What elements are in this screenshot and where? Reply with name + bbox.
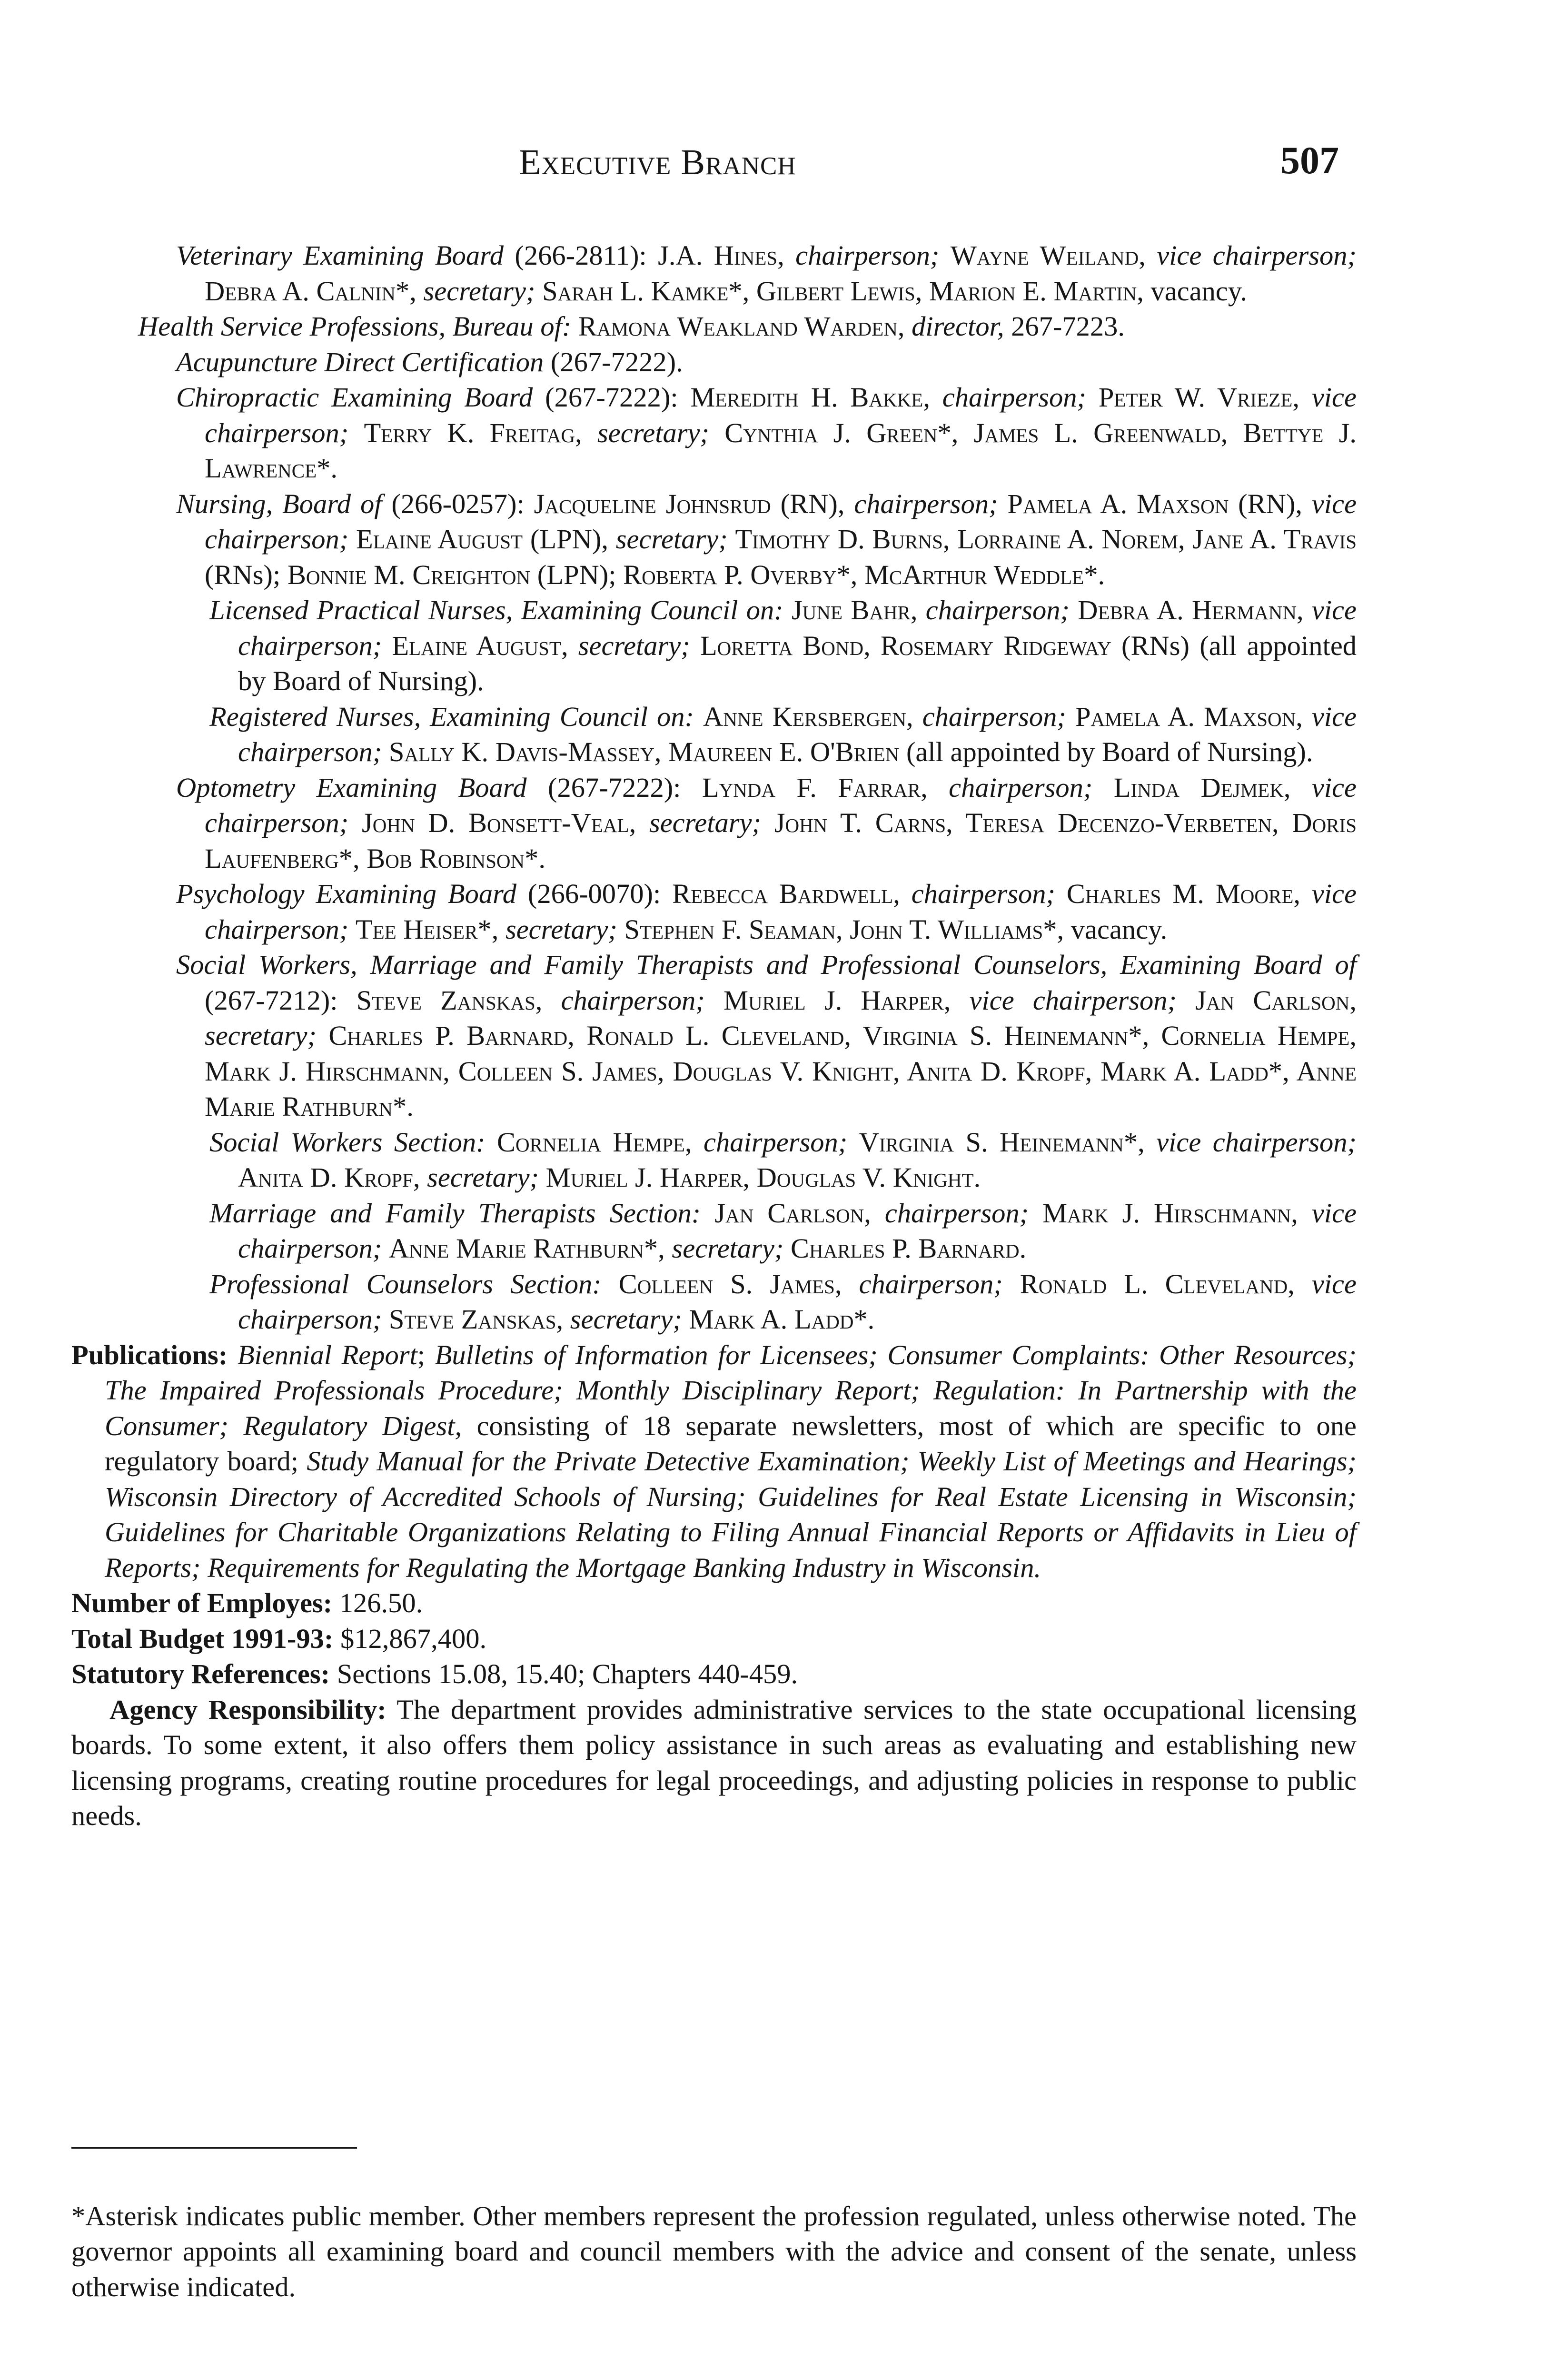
chairperson-name: June Bahr bbox=[792, 595, 911, 625]
role-label: secretary; bbox=[570, 1304, 682, 1335]
program-name: Acupuncture Direct Certification bbox=[176, 346, 544, 377]
role-label: vice chairperson; bbox=[205, 382, 1357, 448]
entry-health-bureau: Health Service Professions, Bureau of: Ramona Weakland Warden, director, 267-7223. bbox=[138, 311, 1125, 342]
member-names: Sarah L. Kamke*, Gilbert Lewis, Marion E. Martin bbox=[542, 275, 1137, 307]
bureau-name: Health Service Professions, Bureau of: bbox=[138, 311, 572, 342]
role-label: secretary; bbox=[597, 417, 709, 448]
budget-label: Total Budget 1991-93: bbox=[71, 1623, 334, 1654]
role-label: vice chairperson; bbox=[205, 878, 1357, 945]
entry-veterinary-board: Veterinary Examining Board (266-2811): J.A. Hines, chairperson; Wayne Weiland, vice chairperson; Debra A. Calnin*, secretary; Sarah L. Kamke*, Gilbert Lewis, Marion E. Martin, vacancy. bbox=[176, 240, 1357, 307]
chairperson-name: J.A. Hines bbox=[658, 240, 778, 271]
role-label: chairperson; bbox=[949, 772, 1093, 803]
role-label: chairperson; bbox=[922, 701, 1066, 732]
vice-chair-name: Pamela A. Maxson bbox=[1007, 488, 1229, 519]
role-label: secretary; bbox=[649, 807, 761, 838]
entry-rn-council: Registered Nurses, Examining Council on: Anne Kersbergen, chairperson; Pamela A. Maxson, vice chairperson; Sally K. Davis-Massey, Maureen E. O'Brien (all appointed by Board of Nursing). bbox=[209, 701, 1357, 767]
page-number: 507 bbox=[1280, 139, 1339, 182]
budget-value: $12,867,400. bbox=[333, 1623, 487, 1654]
responsibility-paragraph bbox=[71, 1692, 1357, 1834]
publication-titles: Study Manual for the Private Detective Examination; Weekly List of Meetings and Hearings; Wisconsin Directory of Accredited Schools of Nursing; Guidelines for Real Estate Licensing in Wisconsin; Guidelines for Charitable Organizations Relating to Filing Annual Financial Reports or Affidavits in Lieu of Reports; Requirements for Regulating the Mortgage Banking Industry in Wisconsin. bbox=[105, 1446, 1357, 1583]
statutory-line bbox=[71, 1656, 1357, 1692]
role-label: vice chairperson; bbox=[238, 595, 1357, 661]
publication-title: Biennial Report bbox=[237, 1339, 417, 1370]
responsibility-label: Agency Responsibility: bbox=[109, 1694, 386, 1725]
role-label: chairperson; bbox=[704, 1126, 848, 1158]
footnote-divider bbox=[71, 2147, 357, 2149]
separator-text: ; bbox=[417, 1339, 435, 1370]
role-label: secretary; bbox=[205, 1020, 317, 1051]
member-names: Stephen F. Seaman, John T. Williams* bbox=[624, 913, 1057, 945]
entry-tail: , vacancy. bbox=[1057, 913, 1168, 945]
chairperson-name: Lynda F. Farrar bbox=[702, 772, 921, 803]
entry-acupuncture bbox=[71, 345, 1357, 380]
role-label: chairperson; bbox=[859, 1268, 1003, 1299]
board-name: Nursing, Board of bbox=[176, 488, 382, 519]
chairperson-name: Meredith H. Bakke bbox=[690, 382, 923, 413]
board-phone: (267-7222): bbox=[526, 772, 702, 803]
role-label: chairperson; bbox=[884, 1197, 1029, 1229]
secretary-name: Terry K. Freitag bbox=[364, 417, 575, 448]
vice-chair-name: Mark J. Hirschmann bbox=[1042, 1197, 1291, 1229]
footnote: *Asterisk indicates public member. Other members represent the profession regulated, unless otherwise noted. The governor appoints all examining board and council members with the advice and consent of the senate, unless otherwise indicated. bbox=[71, 2200, 1357, 2302]
credential-note: (LPN), bbox=[523, 524, 616, 555]
vice-chair-name: Ronald L. Cleveland bbox=[1020, 1268, 1288, 1299]
secretary-name: Jan Carlson bbox=[1195, 984, 1350, 1016]
entry-tail: , vacancy. bbox=[1137, 275, 1247, 307]
role-label: secretary; bbox=[423, 275, 535, 307]
secretary-name: Anne Marie Rathburn* bbox=[388, 1233, 658, 1264]
chairperson-name: Jan Carlson bbox=[714, 1197, 864, 1229]
role-label: vice chairperson; bbox=[238, 1268, 1357, 1335]
program-phone: (267-7222). bbox=[544, 346, 683, 377]
chairperson-name: Jacqueline Johnsrud bbox=[534, 488, 771, 519]
role-label: secretary; bbox=[505, 913, 617, 945]
entry-mft-section: Marriage and Family Therapists Section: Jan Carlson, chairperson; Mark J. Hirschmann, vice chairperson; Anne Marie Rathburn*, secretary; Charles P. Barnard. bbox=[209, 1197, 1357, 1264]
statutory-value: Sections 15.08, 15.40; Chapters 440-459. bbox=[330, 1658, 798, 1689]
board-phone: (266-0070): bbox=[516, 878, 673, 909]
member-names: Muriel J. Harper, Douglas V. Knight. bbox=[545, 1162, 981, 1193]
chairperson-name: Rebecca Bardwell bbox=[672, 878, 893, 909]
section-name: Social Workers Section: bbox=[209, 1126, 486, 1158]
role-label: vice chairperson; bbox=[205, 772, 1357, 838]
role-label: vice chairperson; bbox=[1157, 240, 1357, 271]
publications-label: Publications: bbox=[71, 1339, 228, 1370]
member-names: Charles P. Barnard. bbox=[791, 1233, 1027, 1264]
member-names: Loretta Bond, Rosemary Ridgeway bbox=[700, 630, 1111, 661]
entry-tail: (all appointed by Board of Nursing). bbox=[899, 736, 1313, 767]
vice-chair-name: Linda Dejmek bbox=[1113, 772, 1284, 803]
board-name: Psychology Examining Board bbox=[176, 878, 516, 909]
chairperson-name: Colleen S. James bbox=[618, 1268, 835, 1299]
board-phone: (266-2811): bbox=[504, 240, 658, 271]
member-names: Charles P. Barnard, Ronald L. Cleveland, Virginia S. Heinemann*, Cornelia Hempe, Mark J. Hirschmann, Colleen S. James, Douglas V. Knight, Anita D. Kropf, Mark A. Ladd*, Anne Marie Rathburn*. bbox=[205, 1020, 1357, 1122]
section-name: Professional Counselors Section: bbox=[209, 1268, 602, 1299]
council-name: Registered Nurses, Examining Council on: bbox=[209, 701, 694, 732]
secretary-name: Elaine August bbox=[392, 630, 561, 661]
entry-lpn-council: Licensed Practical Nurses, Examining Council on: June Bahr, chairperson; Debra A. Hermann, vice chairperson; Elaine August, secretary; Loretta Bond, Rosemary Ridgeway (RNs) (all appointed by Board of Nursing). bbox=[209, 595, 1357, 696]
entry-nursing-board bbox=[71, 486, 1357, 593]
role-label: vice chairperson; bbox=[969, 984, 1177, 1016]
secretary-name: Tee Heiser* bbox=[355, 913, 492, 945]
vice-chair-name: Wayne Weiland bbox=[950, 240, 1139, 271]
vice-chair-name: Debra A. Hermann bbox=[1078, 595, 1297, 625]
role-label: secretary; bbox=[578, 630, 690, 661]
member-names: Timothy D. Burns, Lorraine A. Norem, Jane A. Travis bbox=[735, 524, 1357, 555]
board-name: Social Workers, Marriage and Family Therapists and Professional Counselors, Examining Board of bbox=[176, 949, 1357, 980]
role-label: vice chairperson; bbox=[238, 1197, 1357, 1264]
statutory-label: Statutory References: bbox=[71, 1658, 330, 1689]
role-label: chairperson; bbox=[561, 984, 705, 1016]
board-phone: (267-7212): bbox=[205, 984, 357, 1016]
entry-psychology-board: Psychology Examining Board (266-0070): Rebecca Bardwell, chairperson; Charles M. Moore, vice chairperson; Tee Heiser*, secretary; Stephen F. Seaman, John T. Williams*, vacancy. bbox=[176, 878, 1357, 945]
bureau-phone: 267-7223. bbox=[1004, 311, 1125, 342]
secretary-name: Debra A. Calnin* bbox=[205, 275, 410, 307]
board-phone: (267-7222): bbox=[533, 382, 691, 413]
member-names: Mark A. Ladd*. bbox=[689, 1304, 875, 1335]
secretary-name: Elaine August bbox=[356, 524, 523, 555]
role-label: vice chairperson; bbox=[1156, 1126, 1357, 1158]
board-name: Chiropractic Examining Board bbox=[176, 382, 533, 413]
role-label: chairperson; bbox=[911, 878, 1055, 909]
director-name: Ramona Weakland Warden bbox=[578, 311, 898, 342]
role-label: vice chairperson; bbox=[205, 488, 1357, 555]
board-name: Veterinary Examining Board bbox=[176, 240, 504, 271]
entry-social-workers-board: Social Workers, Marriage and Family Therapists and Professional Counselors, Examining Board of (267-7212): Steve Zanskas, chairperson; Muriel J. Harper, vice chairperson; Jan Carlson, secretary; Charles P. Barnard, Ronald L. Cleveland, Virginia S. Heinemann*, Cornelia Hempe, Mark J. Hirschmann, Colleen S. James, Douglas V. Knight, Anita D. Kropf, Mark A. Ladd*, Anne Marie Rathburn*. bbox=[176, 949, 1357, 1122]
entry-tail: (RNs) (all appointed by Board of Nursing). bbox=[238, 630, 1357, 696]
role-label: secretary; bbox=[427, 1162, 539, 1193]
member-names: Bonnie M. Creighton bbox=[287, 559, 531, 590]
publications-paragraph bbox=[71, 1338, 1357, 1586]
vice-chair-name: Charles M. Moore bbox=[1066, 878, 1294, 909]
vice-chair-name: Muriel J. Harper bbox=[723, 984, 944, 1016]
chairperson-name: Cornelia Hempe bbox=[497, 1126, 685, 1158]
entry-pc-section: Professional Counselors Section: Colleen S. James, chairperson; Ronald L. Cleveland, vice chairperson; Steve Zanskas, secretary; Mark A. Ladd*. bbox=[209, 1268, 1357, 1335]
budget-line bbox=[71, 1621, 1357, 1657]
member-names: Sally K. Davis-Massey, Maureen E. O'Brien bbox=[388, 736, 900, 767]
member-names: Cynthia J. Green*, James L. Greenwald, Bettye J. Lawrence*. bbox=[205, 417, 1357, 484]
secretary-name: Anita D. Kropf bbox=[238, 1162, 413, 1193]
publication-titles: Bulletins of Information for Licensees; Consumer Complaints: Other Resources; The Impaired Professionals Procedure; Monthly Disciplinary Report; Regulation: In Partnership with the Consumer; Regulatory Digest, bbox=[105, 1339, 1357, 1441]
chairperson-name: Steve Zanskas bbox=[356, 984, 535, 1016]
role-label: secretary; bbox=[615, 524, 728, 555]
secretary-name: Steve Zanskas bbox=[388, 1304, 556, 1335]
role-label: chairperson; bbox=[942, 382, 1087, 413]
board-name: Optometry Examining Board bbox=[176, 772, 527, 803]
chairperson-name: Anne Kersbergen bbox=[703, 701, 907, 732]
council-name: Licensed Practical Nurses, Examining Council on: bbox=[209, 595, 783, 625]
role-label: chairperson; bbox=[854, 488, 998, 519]
vice-chair-name: Peter W. Vrieze bbox=[1098, 382, 1293, 413]
member-names: John T. Carns, Teresa Decenzo-Verbeten, Doris Laufenberg*, Bob Robinson*. bbox=[205, 807, 1357, 874]
secretary-name: John D. Bonsett-Veal bbox=[361, 807, 629, 838]
credential-note: (LPN); bbox=[530, 559, 624, 590]
member-names: Roberta P. Overby*, McArthur Weddle*. bbox=[623, 559, 1105, 590]
role-label: chairperson; bbox=[795, 240, 940, 271]
credential-note: (RNs); bbox=[205, 559, 287, 590]
role-label: director, bbox=[912, 311, 1004, 342]
vice-chair-name: Virginia S. Heinemann* bbox=[859, 1126, 1138, 1158]
employees-label: Number of Employes: bbox=[71, 1587, 333, 1618]
section-name: Marriage and Family Therapists Section: bbox=[209, 1197, 701, 1229]
publication-note: consisting of 18 separate newsletters, most of which are specific to one regulatory board; bbox=[105, 1410, 1357, 1477]
employees-value: 126.50. bbox=[332, 1587, 423, 1618]
role-label: chairperson; bbox=[925, 595, 1070, 625]
responsibility-text: The department provides administrative services to the state occupational licensing boards. To some extent, it also offers them policy assistance in such areas as evaluating and establishing new licensing programs, creating routine procedures for legal proceedings, and adjusting policies in response to public needs. bbox=[71, 1694, 1357, 1831]
entry-chiropractic-board: Chiropractic Examining Board (267-7222): Meredith H. Bakke, chairperson; Peter W. Vrieze, vice chairperson; Terry K. Freitag, secretary; Cynthia J. Green*, James L. Greenwald, Bettye J. Lawrence*. bbox=[176, 382, 1357, 484]
entry-social-workers-section: Social Workers Section: Cornelia Hempe, chairperson; Virginia S. Heinemann*, vice chairperson; Anita D. Kropf, secretary; Muriel J. Harper, Douglas V. Knight. bbox=[209, 1126, 1357, 1193]
role-label: secretary; bbox=[672, 1233, 784, 1264]
running-head: Executive Branch bbox=[519, 142, 796, 182]
board-phone: (266-0257): bbox=[382, 488, 534, 519]
employees-line bbox=[71, 1586, 1357, 1621]
entry-optometry-board: Optometry Examining Board (267-7222): Lynda F. Farrar, chairperson; Linda Dejmek, vice chairperson; John D. Bonsett-Veal, secretary; John T. Carns, Teresa Decenzo-Verbeten, Doris Laufenberg*, Bob Robinson*. bbox=[176, 772, 1357, 874]
credential-note: (RN), bbox=[771, 488, 854, 519]
vice-chair-name: Pamela A. Maxson bbox=[1075, 701, 1296, 732]
role-label: vice chairperson; bbox=[238, 701, 1357, 767]
page-body bbox=[71, 238, 1357, 1834]
credential-note: (RN), bbox=[1229, 488, 1312, 519]
